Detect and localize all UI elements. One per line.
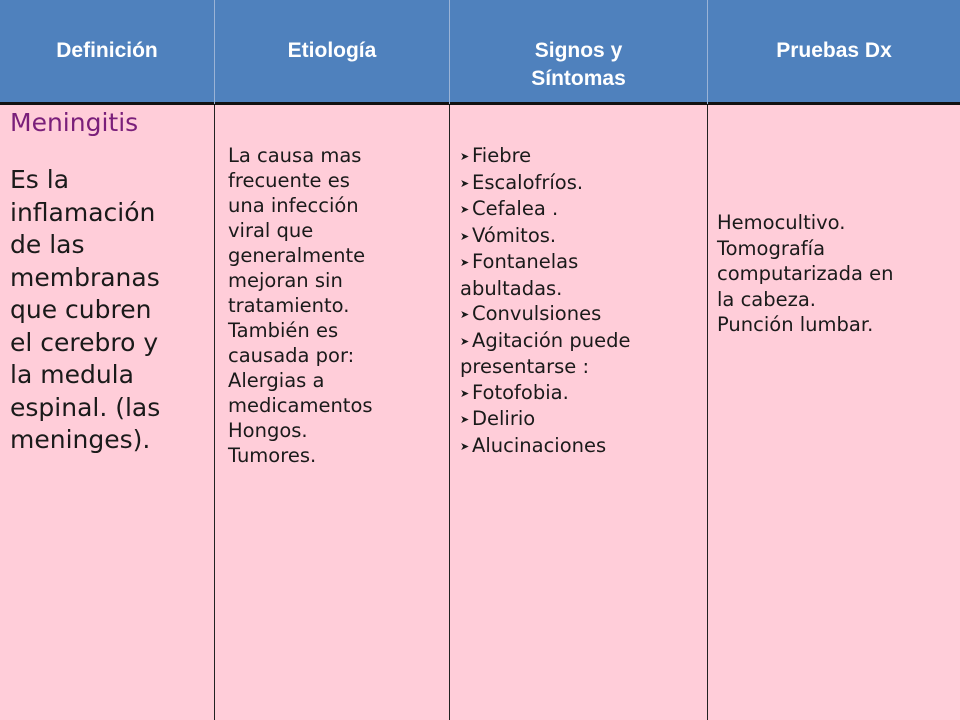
cell-etiologia — [228, 143, 446, 468]
header-definicion-label: Definición — [56, 39, 158, 62]
etiology-line: Alergias a — [228, 369, 325, 392]
header-divider — [214, 0, 215, 104]
etiology-line: causada por: — [228, 344, 355, 367]
symptom-text: Convulsiones — [472, 302, 602, 325]
header-definicion — [0, 0, 214, 102]
list-item — [460, 433, 705, 460]
arrow-bullet-icon: ➤ — [460, 308, 470, 321]
header-pruebas — [708, 0, 960, 102]
etiology-line: También es — [228, 319, 339, 342]
symptom-text-continued: abultadas. — [460, 276, 563, 300]
symptom-text-continued: presentarse : — [460, 355, 590, 378]
table-header-row — [0, 0, 960, 105]
symptom-text: Fontanelas — [472, 250, 579, 273]
definition-line: Es la — [10, 165, 70, 194]
symptom-text: Vómitos. — [472, 223, 557, 247]
header-divider — [449, 0, 450, 104]
cell-definicion — [10, 107, 214, 457]
symptom-text: Cefalea . — [472, 197, 559, 220]
header-signos-line2: Síntomas — [531, 67, 626, 90]
test-line: computarizada en — [717, 262, 894, 285]
arrow-bullet-icon: ➤ — [460, 176, 470, 190]
arrow-bullet-icon: ➤ — [460, 334, 470, 348]
list-item — [460, 170, 705, 197]
definition-line: meninges). — [10, 425, 151, 454]
etiology-line: tratamiento. — [228, 294, 350, 317]
test-line: Punción lumbar. — [717, 313, 874, 336]
list-item — [460, 223, 705, 250]
etiology-line: una infección — [228, 194, 359, 217]
arrow-bullet-icon: ➤ — [460, 386, 470, 400]
test-line: Hemocultivo. — [717, 211, 846, 234]
etiology-line: mejoran sin — [228, 269, 343, 292]
arrow-bullet-icon: ➤ — [460, 229, 470, 243]
arrow-bullet-icon: ➤ — [460, 150, 470, 163]
column-divider — [449, 105, 450, 720]
etiology-line: viral que — [228, 219, 314, 242]
etiology-line: generalmente — [228, 244, 366, 267]
etiology-line: medicamentos — [228, 394, 373, 417]
definition-line: membranas — [10, 262, 160, 292]
etiology-line: Hongos. — [228, 419, 308, 442]
test-line: Tomografía — [717, 236, 826, 260]
arrow-bullet-icon: ➤ — [460, 256, 470, 269]
symptom-text: Delirio — [472, 407, 536, 430]
etiology-line: Tumores. — [228, 444, 317, 467]
list-item — [460, 249, 705, 301]
arrow-bullet-icon: ➤ — [460, 439, 470, 453]
symptom-list — [460, 143, 705, 459]
header-etiologia — [215, 0, 449, 102]
definition-line: espinal. (las — [10, 392, 161, 422]
cell-pruebas — [717, 210, 957, 338]
symptom-text: Alucinaciones — [472, 433, 607, 457]
symptom-text: Fiebre — [472, 144, 532, 167]
definition-line: el cerebro y — [10, 327, 159, 357]
test-line: la cabeza. — [717, 287, 816, 311]
etiology-line: frecuente es — [228, 169, 350, 192]
symptom-text: Fotofobia. — [472, 380, 569, 404]
header-signos-line1: Signos y — [534, 39, 623, 62]
arrow-bullet-icon: ➤ — [460, 203, 470, 216]
column-divider — [214, 105, 215, 720]
header-pruebas-label: Pruebas Dx — [776, 39, 892, 62]
definition-body — [10, 164, 214, 457]
list-item — [460, 380, 705, 407]
header-etiologia-label: Etiología — [287, 39, 377, 62]
cell-signos — [460, 143, 705, 459]
list-item — [460, 328, 705, 380]
definition-line: de las — [10, 230, 85, 259]
symptom-text: Escalofríos. — [472, 170, 584, 194]
header-signos — [450, 0, 707, 102]
arrow-bullet-icon: ➤ — [460, 413, 470, 426]
definition-line: inflamación — [10, 197, 156, 227]
etiology-line: La causa mas — [228, 144, 362, 167]
definition-line: que cubren — [10, 295, 152, 324]
definition-line: la medula — [10, 360, 134, 389]
list-item — [460, 196, 705, 223]
list-item — [460, 301, 705, 328]
list-item — [460, 143, 705, 170]
header-divider — [707, 0, 708, 104]
column-divider — [707, 105, 708, 720]
definition-title: Meningitis — [10, 108, 139, 137]
list-item — [460, 406, 705, 433]
symptom-text: Agitación puede — [472, 328, 631, 352]
